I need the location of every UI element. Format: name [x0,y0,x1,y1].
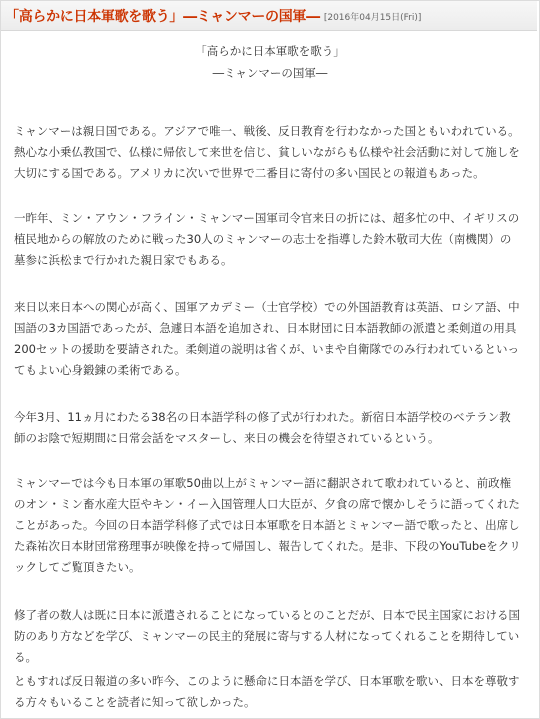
article-paragraph-1: ミャンマーは親日国である。アジアで唯一、戦後、反日教育を行わなかった国ともいわれている。熱心な小乗仏教国で、仏様に帰依して来世を信じ、貧しいながらも仏様や社会活動に対して施しを大切にする国である。アメリカに次いで世界で二番目に寄付の多い国民との報道もあった。 [14,124,520,180]
entry-date: [2016年04月15日(Fri)] [323,13,422,23]
entry-title[interactable]: 「高らかに日本軍歌を歌う」―ミャンマーの国軍― [5,8,320,25]
article-paragraph-2: 一昨年、ミン・アウン・フライン・ミャンマー国軍司令官来日の折には、超多忙の中、イギリスの植民地からの解放のために戦った30人のミャンマーの志士を指導した鈴木敬司大佐（南機関）の墓参に浜松まで行かれた親日家でもある。 [14,211,520,267]
article-paragraph-7: ともすれば反日報道の多い昨今、このように懸命に日本語を学び、日本軍歌を歌い、日本を尊敬する方々もいることを読者に知って欲しかった。 [14,674,520,709]
article-paragraph-3: 来日以来日本への関心が高く、国軍アカデミー（士官学校）での外国語教育は英語、ロシア語、中国語の3カ国語であったが、急遽日本語を追加され、日本財団に日本語教師の派遣と柔剣道の用具200セットの援助を要請された。柔剣道の説明は省くが、いまや自衛隊でのみ行われているといってもよい心身鍛錬の柔術である。 [14,300,520,377]
entry-header [1,1,537,31]
article-heading-line2: ―ミャンマーの国軍― [212,66,328,80]
article-heading-line1: 「高らかに日本軍歌を歌う」 [195,44,345,58]
article-paragraph-6: 修了者の数人は既に日本に派遣されることになっているとのことだが、日本で民主国家における国防のあり方などを学び、ミャンマーの民主的発展に寄与する人材になってくれることを期待している。 [14,608,520,664]
article-paragraph-5: ミャンマーでは今も日本軍の軍歌50曲以上がミャンマー語に翻訳されて歌われていると、前政権のオン・ミン畜水産大臣やキン・イー入国管理人口大臣が、夕食の席で懐かしそうに語ってくれたことがあった。今回の日本語学科修了式では日本軍歌を日本語とミャンマー語で歌ったと、出席した森祐次日本財団常務理事が映像を持って帰国し、報告してくれた。是非、下段のYouTubeをクリックしてご覧頂きたい。 [14,476,521,574]
article-paragraph-4: 今年3月、11ヵ月にわたる38名の日本語学科の修了式が行われた。新宿日本語学校のベテラン教師のお陰で短期間に日常会話をマスターし、来日の機会を待望されているという。 [14,410,511,445]
